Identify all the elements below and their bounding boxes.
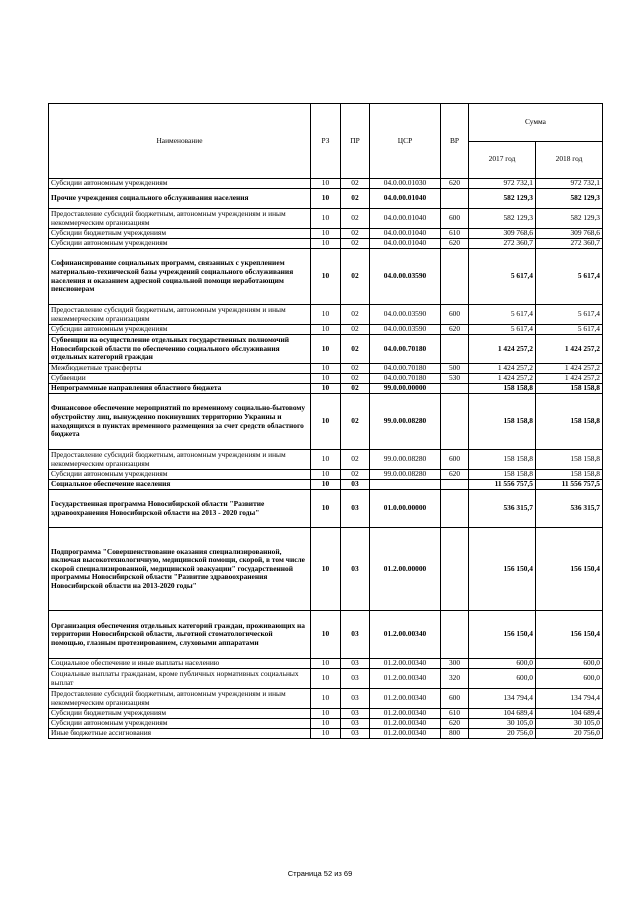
cell-csr: 01.2.00.00340 <box>370 729 441 739</box>
table-row <box>49 374 603 384</box>
cell-amount-2017: 309 768,6 <box>469 229 536 239</box>
cell-vr <box>441 249 469 305</box>
table-row <box>49 305 603 325</box>
cell-amount-2018: 582 129,3 <box>536 209 603 229</box>
table-row <box>49 364 603 374</box>
cell-amount-2017: 158 158,8 <box>469 384 536 394</box>
cell-pr: 02 <box>341 209 370 229</box>
table-row <box>49 189 603 209</box>
cell-vr <box>441 394 469 450</box>
cell-amount-2018: 272 360,7 <box>536 239 603 249</box>
cell-amount-2017: 582 129,3 <box>469 189 536 209</box>
cell-amount-2017: 134 794,4 <box>469 689 536 709</box>
table-row <box>49 611 603 659</box>
cell-pr: 02 <box>341 179 370 189</box>
table-row <box>49 669 603 689</box>
cell-csr: 04.0.00.01040 <box>370 209 441 229</box>
cell-amount-2018: 20 756,0 <box>536 729 603 739</box>
cell-vr: 620 <box>441 239 469 249</box>
cell-vr: 620 <box>441 179 469 189</box>
cell-amount-2018: 582 129,3 <box>536 189 603 209</box>
cell-pr: 03 <box>341 528 370 611</box>
cell-amount-2017: 11 556 757,5 <box>469 480 536 490</box>
header-year-2017: 2017 год <box>469 141 536 179</box>
cell-csr: 99.0.00.08280 <box>370 450 441 470</box>
cell-name: Социальное обеспечение населения <box>49 480 311 490</box>
page-number: Страница 52 из 69 <box>287 869 353 878</box>
cell-name: Предоставление субсидий бюджетным, автономным учреждениям и иным некоммерческим организациям <box>49 305 311 325</box>
budget-table <box>48 103 603 739</box>
cell-vr: 620 <box>441 325 469 335</box>
cell-csr: 01.2.00.00340 <box>370 669 441 689</box>
cell-name: Организация обеспечения отдельных категорий граждан, проживающих на территории Новосибирской области, льготной стоматологической помощью, глазным протезированием, слуховыми аппаратами <box>49 611 311 659</box>
cell-amount-2017: 156 150,4 <box>469 611 536 659</box>
cell-pr: 02 <box>341 450 370 470</box>
cell-vr: 320 <box>441 669 469 689</box>
cell-csr: 04.0.00.03590 <box>370 305 441 325</box>
cell-rz: 10 <box>311 335 341 364</box>
cell-amount-2017: 158 158,8 <box>469 394 536 450</box>
cell-csr: 04.0.00.01040 <box>370 229 441 239</box>
cell-pr: 03 <box>341 659 370 669</box>
cell-amount-2018: 5 617,4 <box>536 249 603 305</box>
cell-amount-2017: 5 617,4 <box>469 249 536 305</box>
cell-amount-2018: 158 158,8 <box>536 384 603 394</box>
cell-vr: 610 <box>441 229 469 239</box>
cell-amount-2017: 104 689,4 <box>469 709 536 719</box>
cell-name: Субсидии бюджетным учреждениям <box>49 709 311 719</box>
cell-amount-2018: 1 424 257,2 <box>536 374 603 384</box>
cell-amount-2018: 156 150,4 <box>536 611 603 659</box>
cell-pr: 02 <box>341 249 370 305</box>
cell-name: Субсидии автономным учреждениям <box>49 179 311 189</box>
cell-rz: 10 <box>311 659 341 669</box>
cell-rz: 10 <box>311 394 341 450</box>
cell-name: Социальные выплаты гражданам, кроме публичных нормативных социальных выплат <box>49 669 311 689</box>
cell-pr: 02 <box>341 335 370 364</box>
cell-vr: 610 <box>441 709 469 719</box>
cell-amount-2017: 600,0 <box>469 659 536 669</box>
cell-amount-2017: 972 732,1 <box>469 179 536 189</box>
cell-amount-2017: 156 150,4 <box>469 528 536 611</box>
cell-rz: 10 <box>311 239 341 249</box>
cell-pr: 02 <box>341 305 370 325</box>
cell-csr: 99.0.00.08280 <box>370 394 441 450</box>
cell-vr <box>441 480 469 490</box>
cell-csr: 01.2.00.00340 <box>370 659 441 669</box>
cell-name: Субсидии автономным учреждениям <box>49 325 311 335</box>
cell-vr: 530 <box>441 374 469 384</box>
cell-vr: 620 <box>441 470 469 480</box>
cell-pr: 02 <box>341 239 370 249</box>
cell-rz: 10 <box>311 305 341 325</box>
table-row <box>49 384 603 394</box>
cell-vr: 500 <box>441 364 469 374</box>
cell-csr: 04.0.00.03590 <box>370 249 441 305</box>
cell-amount-2017: 600,0 <box>469 669 536 689</box>
cell-amount-2018: 5 617,4 <box>536 325 603 335</box>
header-row-top <box>49 104 603 142</box>
cell-csr: 99.0.00.00000 <box>370 384 441 394</box>
table-row <box>49 528 603 611</box>
cell-amount-2018: 30 105,0 <box>536 719 603 729</box>
cell-pr: 02 <box>341 394 370 450</box>
cell-rz: 10 <box>311 325 341 335</box>
table-row <box>49 249 603 305</box>
cell-amount-2017: 1 424 257,2 <box>469 364 536 374</box>
table-row <box>49 689 603 709</box>
cell-vr: 800 <box>441 729 469 739</box>
cell-amount-2017: 536 315,7 <box>469 490 536 528</box>
cell-name: Субсидии автономным учреждениям <box>49 719 311 729</box>
cell-name: Предоставление субсидий бюджетным, автономным учреждениям и иным некоммерческим организациям <box>49 450 311 470</box>
cell-name: Субвенции <box>49 374 311 384</box>
cell-amount-2018: 104 689,4 <box>536 709 603 719</box>
cell-amount-2017: 1 424 257,2 <box>469 335 536 364</box>
cell-vr: 600 <box>441 689 469 709</box>
table-row <box>49 719 603 729</box>
table-row <box>49 659 603 669</box>
table-body <box>49 179 603 739</box>
cell-name: Иные бюджетные ассигнования <box>49 729 311 739</box>
cell-csr: 01.2.00.00340 <box>370 611 441 659</box>
cell-name: Государственная программа Новосибирской области "Развитие здравоохранения Новосибирской области на 2013 - 2020 годы" <box>49 490 311 528</box>
cell-csr: 01.2.00.00340 <box>370 689 441 709</box>
cell-pr: 02 <box>341 364 370 374</box>
cell-amount-2017: 582 129,3 <box>469 209 536 229</box>
cell-pr: 02 <box>341 229 370 239</box>
cell-name: Субвенции на осуществление отдельных государственных полномочий Новосибирской области по обеспечению социального обслуживания отдельных категорий граждан <box>49 335 311 364</box>
cell-amount-2017: 272 360,7 <box>469 239 536 249</box>
cell-amount-2018: 309 768,6 <box>536 229 603 239</box>
cell-vr <box>441 384 469 394</box>
cell-vr <box>441 490 469 528</box>
cell-csr: 04.0.00.01040 <box>370 189 441 209</box>
cell-rz: 10 <box>311 364 341 374</box>
table-row <box>49 470 603 480</box>
cell-pr: 03 <box>341 490 370 528</box>
table-row <box>49 179 603 189</box>
cell-rz: 10 <box>311 490 341 528</box>
cell-rz: 10 <box>311 374 341 384</box>
cell-amount-2017: 5 617,4 <box>469 305 536 325</box>
cell-name: Субсидии бюджетным учреждениям <box>49 229 311 239</box>
cell-csr: 04.0.00.70180 <box>370 364 441 374</box>
header-rz: РЗ <box>311 104 341 179</box>
cell-rz: 10 <box>311 709 341 719</box>
cell-amount-2017: 1 424 257,2 <box>469 374 536 384</box>
cell-csr: 04.0.00.03590 <box>370 325 441 335</box>
cell-rz: 10 <box>311 470 341 480</box>
cell-amount-2018: 156 150,4 <box>536 528 603 611</box>
table-row <box>49 729 603 739</box>
cell-csr: 01.0.00.00000 <box>370 490 441 528</box>
cell-csr: 04.0.00.70180 <box>370 335 441 364</box>
cell-csr: 04.0.00.70180 <box>370 374 441 384</box>
table-row <box>49 239 603 249</box>
cell-rz: 10 <box>311 480 341 490</box>
cell-rz: 10 <box>311 528 341 611</box>
cell-vr <box>441 528 469 611</box>
cell-rz: 10 <box>311 450 341 470</box>
cell-rz: 10 <box>311 719 341 729</box>
cell-amount-2018: 1 424 257,2 <box>536 364 603 374</box>
cell-vr: 600 <box>441 450 469 470</box>
cell-amount-2018: 1 424 257,2 <box>536 335 603 364</box>
cell-csr <box>370 480 441 490</box>
header-pr: ПР <box>341 104 370 179</box>
header-sum: Сумма <box>469 104 603 142</box>
cell-amount-2017: 5 617,4 <box>469 325 536 335</box>
cell-rz: 10 <box>311 249 341 305</box>
cell-vr <box>441 611 469 659</box>
cell-rz: 10 <box>311 229 341 239</box>
cell-amount-2017: 20 756,0 <box>469 729 536 739</box>
cell-name: Софинансирование социальных программ, связанных с укреплением материально-технической базы учреждений социального обслуживания населения и оказанием адресной социальной помощи неработающим пенсионерам <box>49 249 311 305</box>
cell-amount-2018: 5 617,4 <box>536 305 603 325</box>
cell-pr: 03 <box>341 480 370 490</box>
cell-pr: 02 <box>341 384 370 394</box>
cell-rz: 10 <box>311 189 341 209</box>
cell-name: Прочие учреждения социального обслуживания населения <box>49 189 311 209</box>
cell-vr: 600 <box>441 209 469 229</box>
cell-pr: 03 <box>341 709 370 719</box>
table-row <box>49 325 603 335</box>
cell-vr <box>441 189 469 209</box>
header-vr: ВР <box>441 104 469 179</box>
table-row <box>49 709 603 719</box>
cell-name: Предоставление субсидий бюджетным, автономным учреждениям и иным некоммерческим организациям <box>49 689 311 709</box>
table-row <box>49 450 603 470</box>
cell-csr: 01.2.00.00000 <box>370 528 441 611</box>
header-csr: ЦСР <box>370 104 441 179</box>
table-row <box>49 490 603 528</box>
cell-vr: 620 <box>441 719 469 729</box>
cell-name: Субсидии автономным учреждениям <box>49 239 311 249</box>
table-row <box>49 480 603 490</box>
cell-pr: 02 <box>341 189 370 209</box>
header-name: Наименование <box>49 104 311 179</box>
cell-csr: 99.0.00.08280 <box>370 470 441 480</box>
cell-pr: 02 <box>341 374 370 384</box>
cell-csr: 01.2.00.00340 <box>370 709 441 719</box>
cell-name: Межбюджетные трансферты <box>49 364 311 374</box>
cell-pr: 02 <box>341 470 370 480</box>
table-row <box>49 229 603 239</box>
cell-name: Предоставление субсидий бюджетным, автономным учреждениям и иным некоммерческим организациям <box>49 209 311 229</box>
cell-amount-2018: 158 158,8 <box>536 470 603 480</box>
cell-csr: 04.0.00.01040 <box>370 239 441 249</box>
cell-csr: 04.0.00.01030 <box>370 179 441 189</box>
cell-amount-2017: 30 105,0 <box>469 719 536 729</box>
cell-amount-2017: 158 158,8 <box>469 470 536 480</box>
cell-rz: 10 <box>311 209 341 229</box>
cell-pr: 02 <box>341 325 370 335</box>
cell-amount-2017: 158 158,8 <box>469 450 536 470</box>
cell-amount-2018: 536 315,7 <box>536 490 603 528</box>
cell-pr: 03 <box>341 669 370 689</box>
cell-rz: 10 <box>311 179 341 189</box>
cell-amount-2018: 600,0 <box>536 669 603 689</box>
cell-rz: 10 <box>311 611 341 659</box>
cell-amount-2018: 600,0 <box>536 659 603 669</box>
cell-name: Финансовое обеспечение мероприятий по временному социально-бытовому обустройству лиц, вынужденно покинувших территорию Украины и находящихся в пунктах временного размещения за счет средств областного бюджета <box>49 394 311 450</box>
header-year-2018: 2018 год <box>536 141 603 179</box>
cell-vr: 300 <box>441 659 469 669</box>
cell-amount-2018: 158 158,8 <box>536 394 603 450</box>
cell-name: Субсидии автономным учреждениям <box>49 470 311 480</box>
cell-amount-2018: 158 158,8 <box>536 450 603 470</box>
cell-rz: 10 <box>311 669 341 689</box>
cell-pr: 03 <box>341 689 370 709</box>
cell-name: Подпрограмма "Совершенствование оказания специализированной, включая высокотехнологичную, медицинской помощи, скорой, в том числе скорой специализированной, медицинской эвакуации" государственной программы Новосибирской области "Развитие здравоохранения Новосибирской области на 2013-2020 годы" <box>49 528 311 611</box>
cell-vr <box>441 335 469 364</box>
cell-amount-2018: 134 794,4 <box>536 689 603 709</box>
cell-amount-2018: 11 556 757,5 <box>536 480 603 490</box>
cell-name: Непрограммные направления областного бюджета <box>49 384 311 394</box>
cell-rz: 10 <box>311 384 341 394</box>
table-row <box>49 394 603 450</box>
table-row <box>49 209 603 229</box>
table-row <box>49 335 603 364</box>
cell-pr: 03 <box>341 729 370 739</box>
cell-pr: 03 <box>341 611 370 659</box>
cell-vr: 600 <box>441 305 469 325</box>
cell-name: Социальное обеспечение и иные выплаты населению <box>49 659 311 669</box>
cell-csr: 01.2.00.00340 <box>370 719 441 729</box>
cell-rz: 10 <box>311 729 341 739</box>
cell-pr: 03 <box>341 719 370 729</box>
cell-rz: 10 <box>311 689 341 709</box>
cell-amount-2018: 972 732,1 <box>536 179 603 189</box>
